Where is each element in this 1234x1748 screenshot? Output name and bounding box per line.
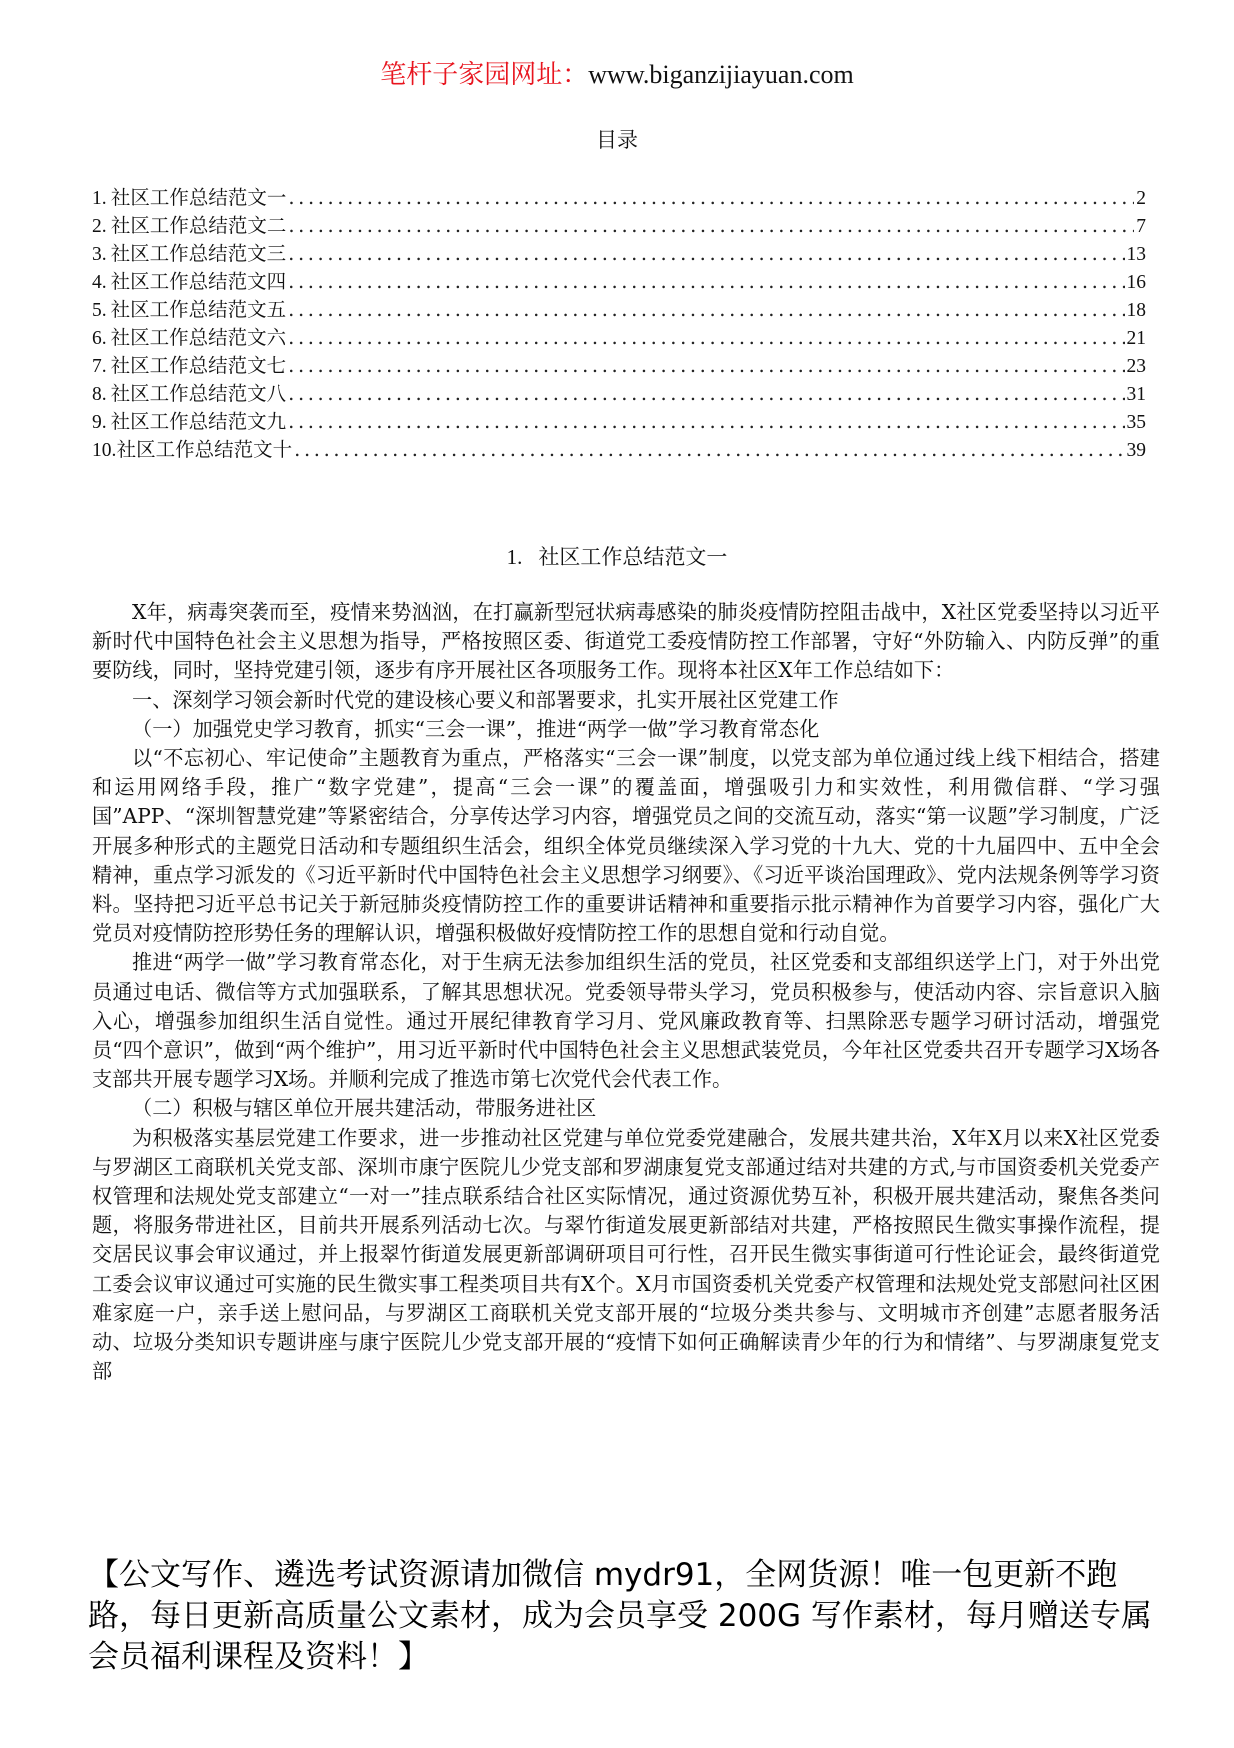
toc-dot-leader	[288, 240, 1124, 268]
body-paragraph: 为积极落实基层党建工作要求，进一步推动社区党建与单位党委党建融合，发展共建共治，X年X月以来X社区党委与罗湖区工商联机关党支部、深圳市康宁医院儿少党支部和罗湖康复党支部通过结对共建的方式,与市国资委机关党委产权管理和法规处党支部建立“一对一”挂点联系结合社区实际情况，通过资源优势互补，积极开展共建活动，聚焦各类问题，将服务带进社区，目前共开展系列活动七次。与翠竹街道发展更新部结对共建，严格按照民生微实事操作流程，提交居民议事会审议通过，并上报翠竹街道发展更新部调研项目可行性，召开民生微实事街道可行性论证会，最终街道党工委会议审议通过可实施的民生微实事工程类项目共有X个。X月市国资委机关党委产权管理和法规处党支部慰问社区困难家庭一户，亲手送上慰问品，与罗湖区工商联机关党支部开展的“垃圾分类共参与、文明城市齐创建”志愿者服务活动、垃圾分类知识专题讲座与康宁医院儿少党支部开展的“疫情下如何正确解读青少年的行为和情绪”、与罗湖康复党支部	[92, 1125, 1160, 1384]
toc-item-number: 3.	[92, 244, 107, 265]
toc-item-title: 社区工作总结范文五	[110, 298, 287, 321]
toc-title: 目录	[596, 128, 638, 152]
toc-item[interactable]	[92, 436, 1146, 464]
toc-item-page: 39	[1126, 440, 1146, 461]
toc-item[interactable]	[92, 240, 1146, 268]
toc-item-title: 社区工作总结范文三	[110, 242, 287, 265]
toc-item-number: 6.	[92, 328, 107, 349]
outline-heading-2: （一）加强党史学习教育，抓实“三会一课”，推进“两学一做”学习教育常态化	[132, 716, 820, 741]
toc-item-number: 1.	[92, 188, 107, 209]
toc-item[interactable]	[92, 212, 1146, 240]
toc-item-title: 社区工作总结范文十	[116, 438, 293, 461]
promo-banner: 【公文写作、遴选考试资源请加微信 mydr91，全网货源！唯一包更新不跑路，每日更新高质量公文素材，成为会员享受 200G 写作素材，每月赠送专属会员福利课程及资料！】	[88, 1557, 1152, 1675]
toc-item-title: 社区工作总结范文七	[110, 354, 287, 377]
article-body	[92, 598, 1160, 1386]
body-paragraph: X年，病毒突袭而至，疫情来势汹汹，在打赢新型冠状病毒感染的肺炎疫情防控阻击战中，X社区党委坚持以习近平新时代中国特色社会主义思想为指导，严格按照区委、街道党工委疫情防控工作部署，守好“外防输入、内防反弹”的重要防线，同时，坚持党建引领，逐步有序开展社区各项服务工作。现将本社区X年工作总结如下：	[92, 600, 1160, 683]
toc-item[interactable]	[92, 408, 1146, 436]
section-heading	[0, 543, 1234, 571]
toc-item-title: 社区工作总结范文六	[110, 326, 287, 349]
toc-dot-leader	[288, 324, 1124, 352]
site-label: 笔杆子家园网址：	[380, 60, 589, 90]
outline-heading-2: （二）积极与辖区单位开展共建活动，带服务进社区	[132, 1096, 597, 1121]
toc-dot-leader	[288, 380, 1124, 408]
toc-item-page: 21	[1126, 328, 1146, 349]
toc-item[interactable]	[92, 184, 1146, 212]
toc-item[interactable]	[92, 380, 1146, 408]
toc-item-page: 2	[1136, 188, 1146, 209]
toc-item-title: 社区工作总结范文二	[110, 214, 287, 237]
toc-item-title: 社区工作总结范文一	[110, 186, 287, 209]
toc-item-page: 35	[1126, 412, 1146, 433]
outline-heading-1: 一、深刻学习领会新时代党的建设核心要义和部署要求，扎实开展社区党建工作	[132, 687, 839, 712]
toc-item[interactable]	[92, 352, 1146, 380]
toc-item-page: 13	[1126, 244, 1146, 265]
toc-item-page: 7	[1136, 216, 1146, 237]
toc-item[interactable]	[92, 324, 1146, 352]
toc-item[interactable]	[92, 268, 1146, 296]
toc-dot-leader	[288, 268, 1124, 296]
toc-item-number: 10.	[92, 440, 117, 461]
toc-item-number: 8.	[92, 384, 107, 405]
toc-item-number: 5.	[92, 300, 107, 321]
site-header	[0, 58, 1234, 92]
toc-dot-leader	[288, 212, 1134, 240]
site-url[interactable]: www.biganzijiayuan.com	[588, 60, 854, 89]
section-title: 社区工作总结范文一	[538, 545, 728, 569]
toc-dot-leader	[288, 352, 1124, 380]
toc-item-title: 社区工作总结范文九	[110, 410, 287, 433]
toc-item-title: 社区工作总结范文八	[110, 382, 287, 405]
toc-item-page: 16	[1126, 272, 1146, 293]
toc-item[interactable]	[92, 296, 1146, 324]
toc-item-page: 23	[1126, 356, 1146, 377]
body-paragraph: 以“不忘初心、牢记使命”主题教育为重点，严格落实“三会一课”制度，以党支部为单位通过线上线下相结合，搭建和运用网络手段，推广“数字党建”，提高“三会一课”的覆盖面，增强吸引力和实效性，利用微信群、“学习强国”APP、“深圳智慧党建”等紧密结合，分享传达学习内容，增强党员之间的交流互动，落实“第一议题”学习制度，广泛开展多种形式的主题党日活动和专题组织生活会，组织全体党员继续深入学习党的十九大、党的十九届四中、五中全会精神，重点学习派发的《习近平新时代中国特色社会主义思想学习纲要》、《习近平谈治国理政》、党内法规条例等学习资料。坚持把习近平总书记关于新冠肺炎疫情防控工作的重要讲话精神和重要指示批示精神作为首要学习内容，强化广大党员对疫情防控形势任务的理解认识，增强积极做好疫情防控工作的思想自觉和行动自觉。	[92, 746, 1160, 946]
toc-item-number: 2.	[92, 216, 107, 237]
toc-dot-leader	[294, 436, 1124, 464]
toc-item-number: 9.	[92, 412, 107, 433]
toc-item-page: 18	[1126, 300, 1146, 321]
toc-dot-leader	[288, 184, 1134, 212]
table-of-contents	[92, 184, 1146, 464]
toc-dot-leader	[288, 296, 1124, 324]
toc-item-number: 4.	[92, 272, 107, 293]
toc-item-title: 社区工作总结范文四	[110, 270, 287, 293]
toc-item-number: 7.	[92, 356, 107, 377]
toc-dot-leader	[288, 408, 1124, 436]
section-number: 1.	[506, 545, 523, 569]
body-paragraph: 推进“两学一做”学习教育常态化，对于生病无法参加组织生活的党员，社区党委和支部组织送学上门，对于外出党员通过电话、微信等方式加强联系，了解其思想状况。党委领导带头学习，党员积极参与，使活动内容、宗旨意识入脑入心，增强参加组织生活自觉性。通过开展纪律教育学习月、党风廉政教育等、扫黑除恶专题学习研讨活动，增强党员“四个意识”，做到“两个维护”，用习近平新时代中国特色社会主义思想武装党员，今年社区党委共召开专题学习X场各支部共开展专题学习X场。并顺利完成了推选市第七次党代会代表工作。	[92, 950, 1160, 1092]
toc-item-page: 31	[1126, 384, 1146, 405]
